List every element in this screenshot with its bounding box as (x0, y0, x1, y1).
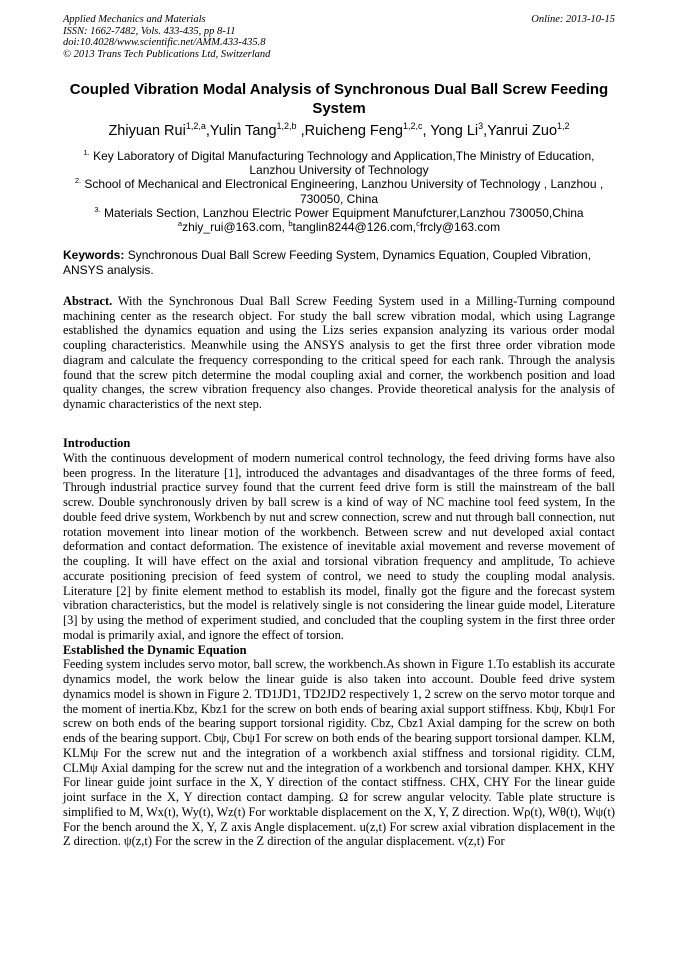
affiliation-1 (60, 149, 618, 177)
affiliation-2 (60, 177, 618, 205)
author-name: Yong Li (430, 123, 479, 139)
affiliation-number: 2. (74, 176, 82, 186)
email-link[interactable]: tanglin8244@126.com, (292, 220, 417, 235)
abstract-label: Abstract. (63, 294, 113, 308)
keywords-label: Keywords: (63, 248, 125, 262)
doi: doi:10.4028/www.scientific.net/AMM.433-435.8 (63, 37, 266, 49)
author-affiliation-marker: 3 (478, 121, 484, 131)
author-name: Yulin Tang (209, 123, 277, 139)
author-list: Zhiyuan Rui$^{1,2,a}$,Yulin Tang$^{1,2,b}$ ,Ruicheng Feng$^{1,2,c}$, Yong Li$^3$,Yanrui Zuo$^{1,2}$ (108, 121, 570, 139)
abstract-text: With the Synchronous Dual Ball Screw Feeding System used in a Milling-Turning compound machining center as the research object. For study the ball screw vibration modal, which using Lagrange established the dynamics equation and using the Lizs series expansion analyzing its various order modal coupling characteristics. Meanwhile using the ANSYS analysis to get the first three order vibration mode diagram and calculate the frequency corresponding to the critical speed for each rank. Through the analysis found that the screw pitch determine the modal coupling axial and corner, the workbench position and load quality changes, the screw vibration frequency also changes. Provide theoretical analysis for the analysis of dynamic characteristics of the next step. (63, 294, 615, 411)
section-paragraph: Feeding system includes servo motor, ball screw, the workbench.As shown in Figure 1.To establish its accurate dynamics model, the work below the linear guide is also taken into account. Double feed drive system dynamics model is shown in Figure 2. TD1JD1, TD2JD2 respectively 1, 2 screw on the servo motor torque and the moment of inertia.Kbz, Kbz1 for the screw on both ends of bearing axial support stiffness. Kbψ, Kbψ1 For screw on both ends of the bearing support torsional rigidity. Cbz, Cbz1 Axial damping for the screw on both ends of the bearing support. Cbψ, Cbψ1 For screw on both ends of the bearing support torsional damper. KLM, KLMψ For the screw nut and the integration of a workbench axial stiffness and torsional rigidity. CLM, CLMψ Axial damping for the screw nut and the integration of a workbench and torsional damper. KHX, KHY For linear guide joint surface in the X, Y direction of the contact stiffness. CHX, CHY For the linear guide joint surface in the X, Y direction contact damping. Ω for screw angular velocity. Table plate structure is simplified to M, Wx(t), Wy(t), Wz(t) For worktable displacement on the X, Y, Z direction. Wρ(t), Wθ(t), Wψ(t) For the bench around the X, Y, Z axis Angle displacement. u(z,t) For screw axial vibration displacement in the Z direction. ψ(z,t) For the screw in the Z direction of the angular displacement. v(z,t) For (63, 657, 615, 849)
paper-title: Coupled Vibration Modal Analysis of Synchronous Dual Ball Screw Feeding System (69, 81, 609, 117)
affiliation-3 (60, 206, 618, 220)
affiliation-text: Materials Section, Lanzhou Electric Power Equipment Manufcturer,Lanzhou 730050,China (103, 205, 584, 220)
journal-name: Applied Mechanics and Materials (63, 14, 206, 25)
section-heading-introduction: Introduction (63, 436, 131, 450)
copyright: © 2013 Trans Tech Publications Ltd, Switzerland (63, 48, 271, 60)
affiliation-text: School of Mechanical and Electronical Engineering, Lanzhou University of Technology , Lanzhou , 730050, China (84, 177, 604, 206)
body-text (63, 436, 615, 849)
issn: ISSN: 1662-7482, Vols. 433-435, pp 8-11 (63, 25, 236, 37)
email-line (60, 220, 618, 234)
online-date: Online: 2013-10-15 (531, 14, 615, 25)
email-link[interactable]: frcly@163.com (419, 220, 501, 235)
affiliation-number: 3. (94, 204, 101, 214)
email-marker: b (288, 219, 293, 229)
email-marker: a (177, 219, 183, 229)
author-name: Zhiyuan Rui (108, 123, 186, 139)
keywords (63, 248, 615, 277)
affiliation-text: Key Laboratory of Digital Manufacturing Technology and Application,The Ministry of Education, Lanzhou University of Technology (93, 149, 595, 178)
author-name: Ruicheng Feng (304, 123, 403, 139)
keywords-text: Synchronous Dual Ball Screw Feeding System, Dynamics Equation, Coupled Vibration, ANSYS analysis. (63, 248, 592, 277)
author-affiliation-marker: 1,2,a (185, 121, 206, 131)
affiliation-number: 1. (83, 148, 90, 157)
email-link[interactable]: zhiy_rui@163.com, (182, 220, 289, 235)
email-marker: c (416, 219, 420, 229)
section-paragraph: With the continuous development of modern numerical control technology, the feed driving forms have also been progress. In the literature [1], introduced the advantages and disadvantages of the three forms of feed, Through industrial practice survey found that the current feed drive form is still the mainstream of the ball screw. Double synchronously driven by ball screw is a kind of way of NC machine tool feed system, In the double feed drive system, Workbench by nut and screw connection, screw and nut through ball connection, nut rotation movement into linear motion of the workbench. Between screw and nut developed axial contact deformation and contact deformation. The existence of inevitable axial movement and reverse movement of the coupling. It will have effect on the axial and torsional vibration frequency and amplitude, To achieve accurate positioning precision of feed system of control, we need to study the coupling modal analysis. Literature [2] by finite element method to establish its model, finally got the figure and the forecast system vibration characteristics, but the model is relatively single is not considering the linear guide model, Literature [3] by using the method of experiment studied, and concluded that the coupling system in the first three order modal is primarily axial, and ignore the effect of torsion. (63, 450, 615, 642)
author-affiliation-marker: 1,2,c (402, 121, 423, 131)
abstract (63, 294, 615, 412)
author-affiliation-marker: 1,2,b (276, 121, 297, 131)
author-name: Yanrui Zuo (487, 123, 558, 139)
section-heading-dynamic-equation: Established the Dynamic Equation (63, 642, 247, 657)
affiliations (60, 149, 618, 234)
author-affiliation-marker: 1,2 (557, 121, 570, 131)
journal-header (63, 14, 615, 60)
